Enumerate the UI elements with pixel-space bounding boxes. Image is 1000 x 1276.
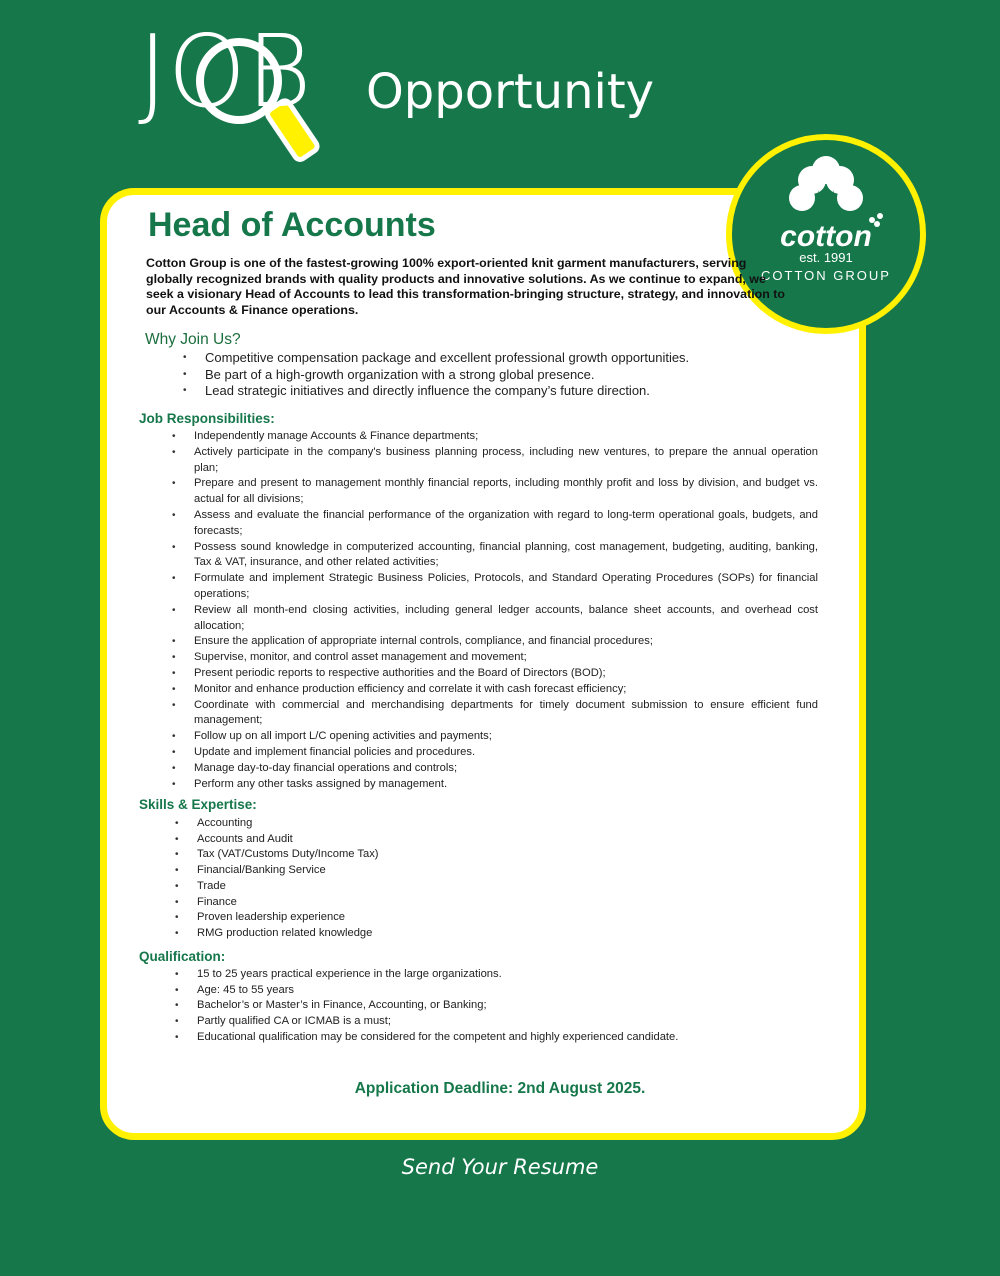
list-item: • Age: 45 to 55 years bbox=[175, 983, 295, 996]
list-item: • Follow up on all import L/C opening activities and payments; bbox=[172, 730, 492, 743]
logo-established: est. 1991 bbox=[799, 250, 853, 265]
list-item: • Bachelor’s or Master’s in Finance, Accounting, or Banking; bbox=[175, 999, 487, 1012]
responsibilities-heading: Job Responsibilities: bbox=[139, 411, 275, 426]
list-item: • Formulate and implement Strategic Business Policies, Protocols, and Standard Operating Procedures (SOPs) for financial operations; bbox=[172, 572, 818, 600]
list-item: • RMG production related knowledge bbox=[175, 926, 373, 939]
application-deadline: Application Deadline: 2nd August 2025. bbox=[354, 1080, 646, 1097]
list-item: • Educational qualification may be considered for the competent and highly experienced candidate. bbox=[175, 1030, 679, 1043]
qualification-heading: Qualification: bbox=[139, 949, 226, 964]
list-item: • Tax (VAT/Customs Duty/Income Tax) bbox=[175, 848, 379, 861]
job-title: Head of Accounts bbox=[148, 206, 436, 244]
logo-group-name: COTTON GROUP bbox=[761, 268, 891, 283]
list-item: • 15 to 25 years practical experience in the large organizations. bbox=[175, 968, 502, 980]
skills-heading: Skills & Expertise: bbox=[139, 797, 257, 812]
list-item: • Assess and evaluate the financial performance of the organization with regard to long-term operational goals, budgets, and forecasts; bbox=[172, 508, 818, 537]
list-item: • Review all month-end closing activities, including general ledger accounts, balance sheet accounts, and overhead cost allocation; bbox=[172, 603, 818, 632]
send-resume-text: Send Your Resume bbox=[401, 1155, 599, 1179]
list-item: • Financial/Banking Service bbox=[175, 864, 326, 877]
list-item: • Update and implement financial policies and procedures. bbox=[172, 745, 476, 758]
list-item: • Ensure the application of appropriate internal controls, compliance, and financial procedures; bbox=[172, 635, 653, 648]
list-item: • Trade bbox=[175, 879, 226, 892]
list-item: • Manage day-to-day financial operations and controls; bbox=[172, 761, 458, 774]
header-opportunity-word: Opportunity bbox=[366, 64, 655, 120]
list-item: • Accounting bbox=[175, 817, 253, 829]
list-item: • Perform any other tasks assigned by management. bbox=[172, 777, 448, 790]
list-item: • Prepare and present to management monthly financial reports, including monthly profit and loss by division, and budget vs. actual for all divisions; bbox=[172, 477, 818, 506]
list-item: • Independently manage Accounts & Finance departments; bbox=[172, 430, 479, 442]
list-item: • Possess sound knowledge in computerized accounting, financial planning, cost management, budgeting, auditing, banking, Tax & VAT, insurance, and other related activities; bbox=[172, 540, 818, 569]
intro-paragraph: Cotton Group is one of the fastest-growing 100% export-oriented knit garment manufacturers, serving globally recognized brands with quality products and innovative solutions. As we continue to expand, we seek a visionary Head of Accounts to lead this transformation-bringing structure, strategy, and innovation to our Accounts & Finance operations. bbox=[146, 256, 785, 317]
list-item: • Finance bbox=[175, 895, 237, 908]
list-item: • Present periodic reports to respective authorities and the Board of Directors (BOD); bbox=[172, 666, 606, 679]
skills-list bbox=[175, 816, 697, 942]
list-item: • Lead strategic initiatives and directly influence the company’s future direction. bbox=[183, 383, 650, 398]
list-item: • Coordinate with commercial and merchandising departments for timely document submission to ensure efficient fund management; bbox=[172, 698, 818, 727]
list-item: • Actively participate in the company's business planning process, including new ventures, to prepare the annual operation plan; bbox=[172, 445, 818, 474]
responsibilities-list bbox=[172, 429, 818, 792]
list-item: • Partly qualified CA or ICMAB is a must; bbox=[175, 1015, 391, 1028]
list-item: • Competitive compensation package and excellent professional growth opportunities. bbox=[183, 350, 690, 365]
why-join-list bbox=[183, 350, 825, 400]
why-join-heading: Why Join Us? bbox=[145, 331, 241, 348]
list-item: • Be part of a high-growth organization with a strong global presence. bbox=[183, 366, 595, 382]
list-item: • Accounts and Audit bbox=[175, 832, 293, 845]
header-job-word: JOB bbox=[138, 13, 312, 130]
logo-brand-text: cotton bbox=[780, 220, 872, 253]
list-item: • Proven leadership experience bbox=[175, 911, 346, 924]
list-item: • Monitor and enhance production efficiency and correlate it with cash forecast efficiency; bbox=[172, 682, 627, 695]
qualification-list bbox=[175, 967, 797, 1046]
list-item: • Supervise, monitor, and control asset management and movement; bbox=[172, 651, 527, 664]
